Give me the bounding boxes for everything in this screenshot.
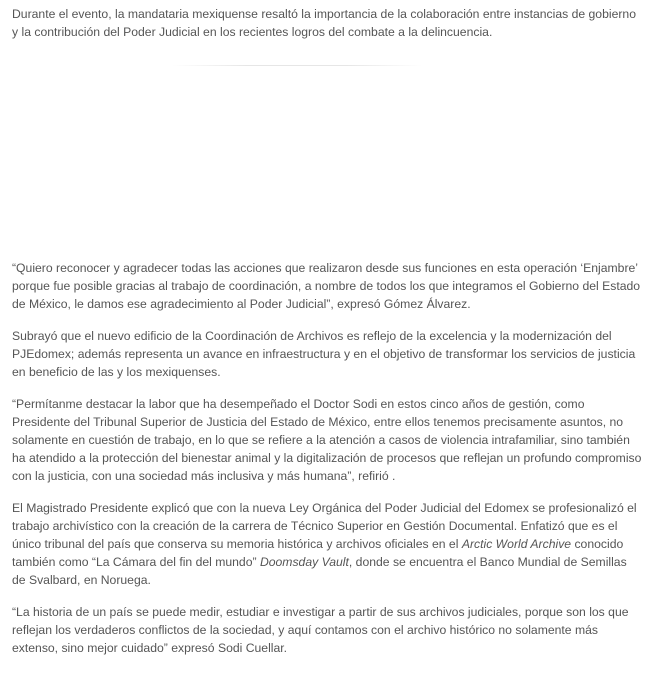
paragraph-archive-building: Subrayó que el nuevo edificio de la Coordinación de Archivos es reflejo de la excelencia y la modernización del PJEdomex; además representa un avance en infraestructura y en el objetivo de transformar los servicios de justicia en beneficio de las y los mexiquenses. (12, 329, 636, 379)
arctic-world-archive-name: Arctic World Archive (461, 537, 572, 551)
paragraph-quote-gomez-alvarez: “Quiero reconocer y agradecer todas las acciones que realizaron desde sus funciones en esta operación ‘Enjambre’ porque fue posible gracias al trabajo de coordinación, a nombre de todos los que integramos el Gobierno del Estado de México, le damos ese agradecimiento al Poder Judicial”, expresó Gómez Álvarez. (12, 261, 641, 311)
paragraph-event-summary: Durante el evento, la mandataria mexiquense resaltó la importancia de la colaboración entre instancias de gobierno y la contribución del Poder Judicial en los recientes logros del combate a la delincuencia. (12, 7, 636, 39)
paragraph-text-segment: , donde se encuentra el Banco Mundial de Semillas de Svalbard, en Noruega. (12, 555, 627, 587)
article-body (12, 5, 642, 671)
paragraph-text-segment: El Magistrado Presidente explicó que con la nueva Ley Orgánica del Poder Judicial del Edomex se profesionalizó el trabajo archivístico con la creación de la carrera de Técnico Superior en Gestión Documental. Enfatizó que es el único tribunal del país que conserva su memoria histórica y archivos oficiales en el (12, 501, 637, 551)
doomsday-vault-name: Doomsday Vault (259, 555, 349, 569)
media-divider (172, 65, 422, 66)
embedded-media-placeholder (12, 47, 642, 245)
paragraph-quote-sodi-recognition: “Permítanme destacar la labor que ha desempeñado el Doctor Sodi en estos cinco años de gestión, como Presidente del Tribunal Superior de Justicia del Estado de México, entre ellos tenemos precisamente asuntos, no solamente en cuestión de trabajo, en lo que se refiere a la atención a casos de violencia intrafamiliar, sino también ha atendido a la protección del bienestar animal y la digitalización de procesos que reflejan un profundo compromiso con la justicia, con una sociedad más inclusiva y más humana”, refirió . (12, 397, 642, 483)
paragraph-text-segment: conocido también como “La Cámara del fin del mundo” (12, 537, 624, 569)
paragraph-magistrate-explanation (12, 499, 642, 589)
paragraph-quote-sodi-cuellar: “La historia de un país se puede medir, estudiar e investigar a partir de sus archivos judiciales, porque son los que reflejan los verdaderos conflictos de la sociedad, y aquí contamos con el archivo histórico no solamente más extenso, sino mejor cuidado” expresó Sodi Cuellar. (12, 605, 629, 655)
